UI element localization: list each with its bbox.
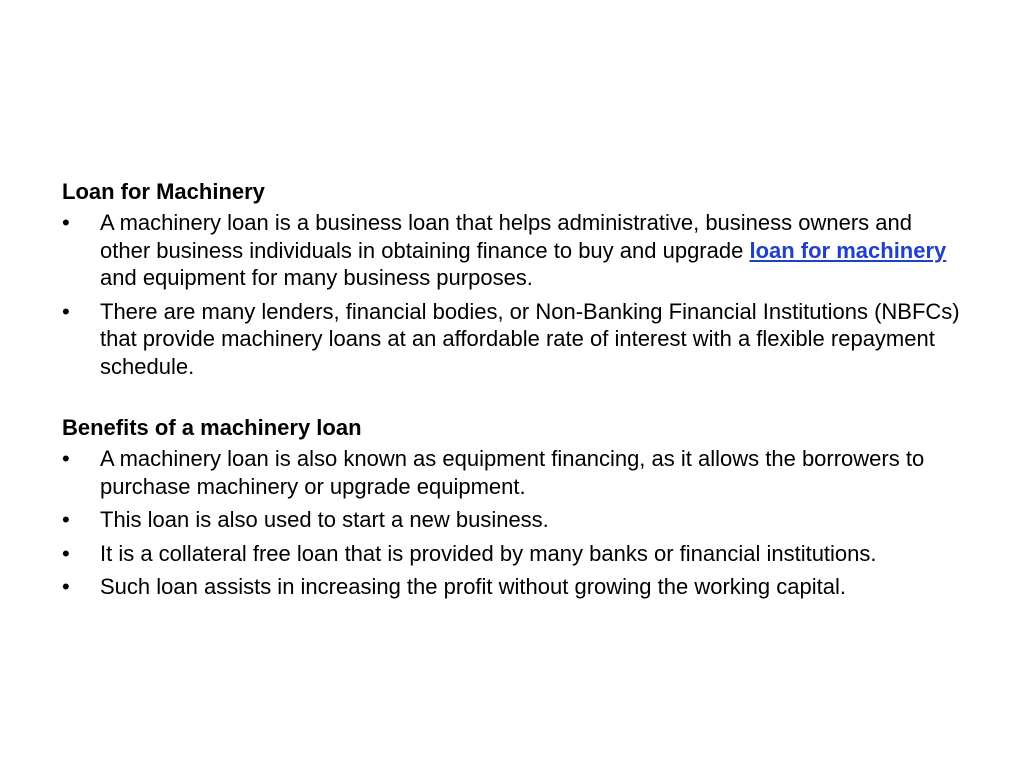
bullet-text: A machinery loan is also known as equipment financing, as it allows the borrowers to purchase machinery or upgrade equipment. <box>100 446 925 499</box>
slide-content <box>62 178 962 607</box>
bullet-text: This loan is also used to start a new business. <box>100 507 549 532</box>
section-spacer <box>62 386 962 414</box>
bullet-icon: • <box>62 574 70 599</box>
bullet-list-benefits <box>62 445 962 601</box>
bullet-item <box>62 445 962 500</box>
bullet-text: Such loan assists in increasing the profit without growing the working capital. <box>100 574 846 599</box>
bullet-text: There are many lenders, financial bodies, or Non-Banking Financial Institutions (NBFCs) that provide machinery loans at an affordable rate of interest with a flexible repayment schedule. <box>100 298 960 379</box>
bullet-list-loan-for-machinery <box>62 209 962 380</box>
bullet-text: and equipment for many business purposes. <box>100 265 533 290</box>
bullet-item <box>62 506 962 534</box>
section-heading-benefits: Benefits of a machinery loan <box>62 415 362 440</box>
section-heading-loan-for-machinery: Loan for Machinery <box>62 179 265 204</box>
loan-for-machinery-link[interactable]: loan for machinery <box>749 237 947 263</box>
bullet-icon: • <box>62 540 70 566</box>
bullet-icon: • <box>62 298 70 324</box>
bullet-item <box>62 209 962 292</box>
bullet-icon: • <box>62 210 70 235</box>
bullet-item <box>62 298 962 381</box>
bullet-text: A machinery loan is a business loan that helps administrative, business owners and other business individuals in obtaining finance to buy and upgrade <box>100 210 913 263</box>
bullet-icon: • <box>62 507 70 532</box>
bullet-item <box>62 573 962 601</box>
bullet-icon: • <box>62 446 70 471</box>
bullet-item <box>62 540 962 568</box>
bullet-text: It is a collateral free loan that is provided by many banks or financial institutions. <box>100 540 877 566</box>
